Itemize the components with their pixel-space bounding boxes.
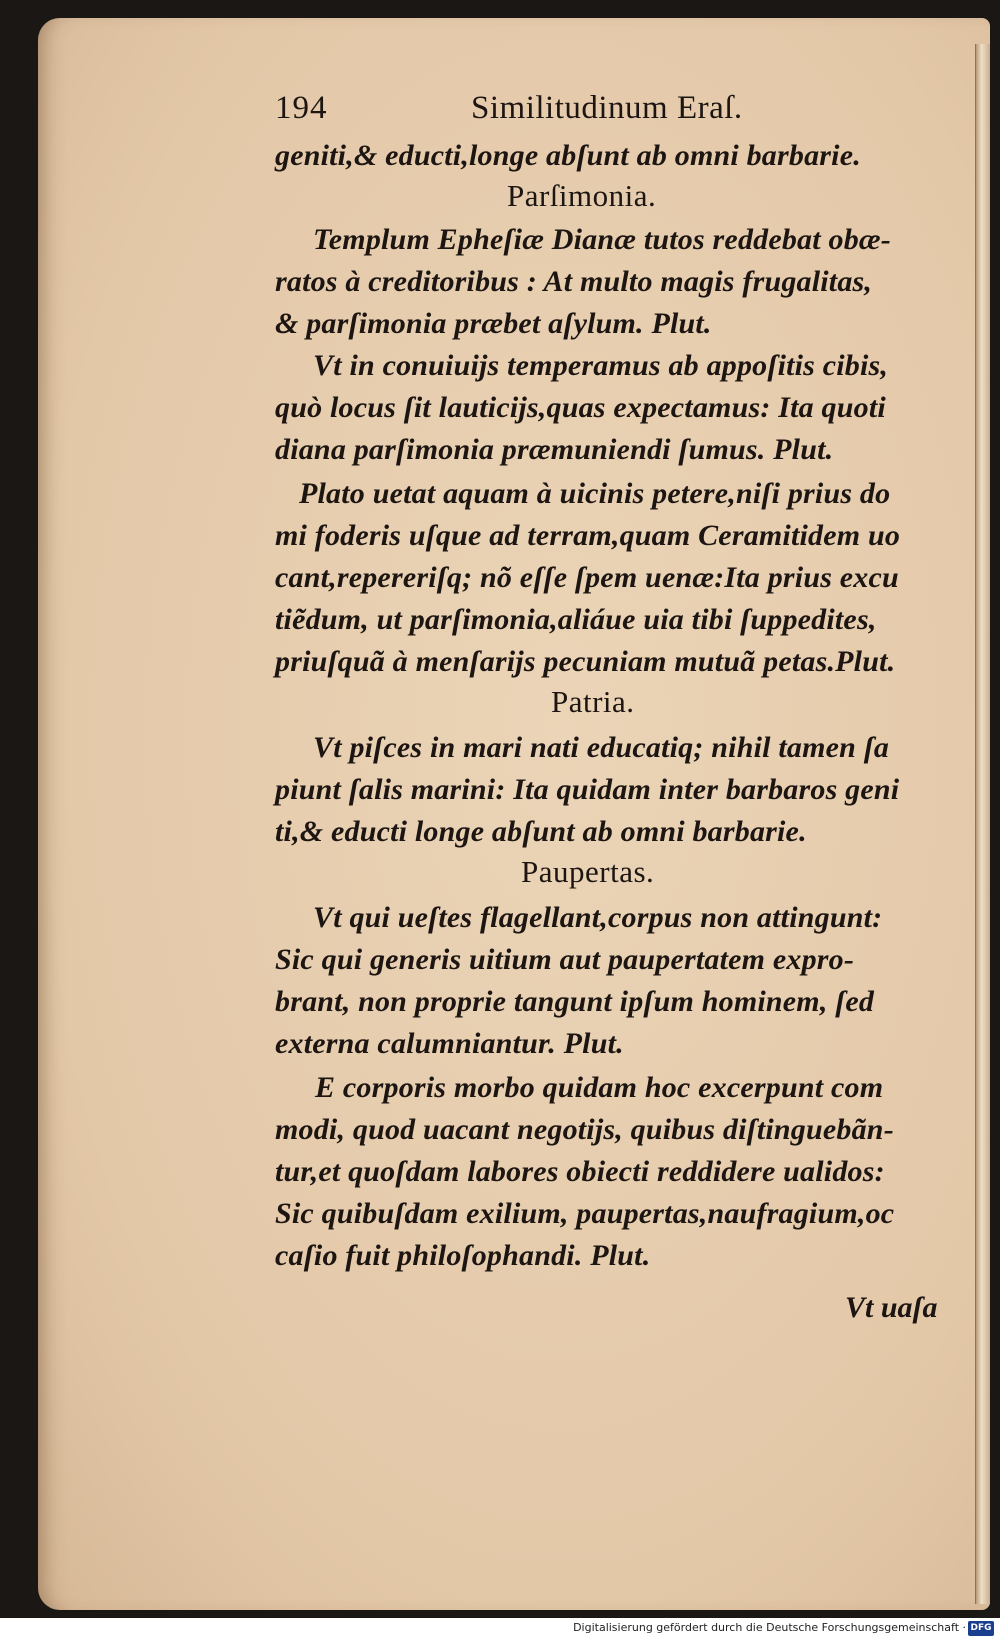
text-line: ti,& educti longe abſunt ab omni barbarie.: [275, 815, 807, 848]
section-heading-parsimonia: Parſimonia.: [507, 178, 657, 213]
text-line: ratos à creditoribus : At multo magis frugalitas,: [275, 265, 873, 298]
text-line: caſio fuit philoſophandi. Plut.: [275, 1239, 651, 1272]
catchword: Vt uaſa: [845, 1291, 938, 1324]
text-line: piunt ſalis marini: Ita quidam inter barbaros geni: [275, 773, 900, 806]
text-line: diana parſimonia præmuniendi ſumus. Plut.: [275, 433, 834, 466]
text-line: Plato uetat aquam à uicinis petere,niſi prius do: [299, 477, 891, 510]
text-line: Sic quibuſdam exilium, paupertas,naufragium,oc: [275, 1197, 895, 1230]
section-heading-patria: Patria.: [551, 684, 635, 719]
text-line: E corporis morbo quidam hoc excerpunt com: [315, 1071, 884, 1104]
text-line: tur,et quoſdam labores obiecti reddidere ualidos:: [275, 1155, 885, 1188]
section-heading-paupertas: Paupertas.: [521, 854, 655, 889]
text-line: geniti,& educti,longe abſunt ab omni barbarie.: [275, 139, 861, 172]
text-line: priuſquã à menſarijs pecuniam mutuã petas.Plut.: [275, 645, 896, 678]
text-line: Sic qui generis uitium aut paupertatem expro-: [275, 943, 855, 976]
text-line: tiẽdum, ut parſimonia,aliáue uia tibi ſuppedites,: [275, 603, 877, 636]
text-line: externa calumniantur. Plut.: [275, 1027, 624, 1060]
footer-bar: [0, 1618, 1000, 1641]
text-line: Templum Epheſiæ Dianæ tutos reddebat obæ-: [313, 223, 891, 256]
text-line: Vt in conuiuijs temperamus ab appoſitis cibis,: [313, 349, 889, 382]
running-title: Similitudinum Eraſ.: [471, 90, 743, 126]
text-line: mi foderis uſque ad terram,quam Ceramitidem uo: [275, 519, 901, 552]
page-edge: [975, 44, 990, 1604]
text-line: Vt piſces in mari nati educatiq; nihil tamen ſa: [313, 731, 890, 764]
text-line: Vt qui ueſtes flagellant,corpus non attingunt:: [313, 901, 883, 934]
text-line: quò locus ſit lauticijs,quas expectamus: Ita quoti: [275, 391, 886, 424]
page-number: 194: [275, 90, 328, 126]
text-line: cant,repereriſq; nõ eſſe ſpem uenæ:Ita prius excu: [275, 561, 899, 594]
text-line: modi, quod uacant negotijs, quibus diſtinguebãn-: [275, 1113, 894, 1146]
text-line: & parſimonia præbet aſylum. Plut.: [275, 307, 712, 340]
dfg-logo: DFG: [968, 1621, 994, 1636]
text-line: brant, non proprie tangunt ipſum hominem, ſed: [275, 985, 875, 1018]
footer-credit: Digitalisierung gefördert durch die Deutsche Forschungsgemeinschaft ·: [573, 1621, 966, 1634]
